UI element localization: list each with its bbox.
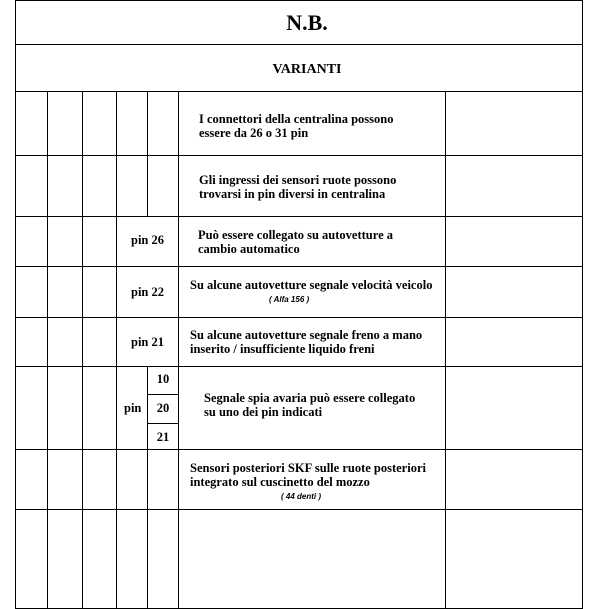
note-line: trovarsi in pin diversi in centralina — [199, 187, 386, 201]
pin-label: pin 21 — [131, 335, 165, 349]
pin-number: 21 — [156, 430, 170, 444]
grid-cell — [147, 91, 179, 156]
note-line: cambio automatico — [198, 242, 300, 256]
section-title: VARIANTI — [272, 62, 342, 77]
grid-cell — [147, 509, 179, 609]
grid-cell — [47, 216, 83, 267]
note-line: inserito / insufficiente liquido freni — [190, 342, 375, 356]
grid-cell — [15, 155, 48, 217]
note-line: su uno dei pin indicati — [204, 405, 323, 419]
grid-cell — [15, 449, 48, 510]
grid-cell — [15, 91, 48, 156]
grid-cell — [82, 91, 117, 156]
grid-cell — [15, 216, 48, 267]
pin-label: pin 22 — [131, 285, 165, 299]
note-cell — [178, 509, 446, 609]
pin-number: 10 — [156, 372, 170, 386]
grid-cell — [82, 509, 117, 609]
note-line: Sensori posteriori SKF sulle ruote posteriori — [190, 461, 426, 475]
note-line: integrato sul cuscinetto del mozzo — [190, 475, 370, 489]
grid-cell — [47, 449, 83, 510]
pin-label: pin 26 — [131, 233, 165, 247]
grid-cell — [116, 91, 148, 156]
grid-cell — [47, 155, 83, 217]
grid-cell — [116, 155, 148, 217]
grid-cell — [147, 155, 179, 217]
note-line: Segnale spia avaria può essere collegato — [204, 391, 416, 405]
note-line: Gli ingressi dei sensori ruote possono — [199, 173, 397, 187]
note-line: essere da 26 o 31 pin — [199, 126, 309, 140]
note-line: Può essere collegato su autovetture a — [198, 228, 393, 242]
grid-cell — [147, 449, 179, 510]
grid-cell — [82, 155, 117, 217]
grid-cell — [47, 509, 83, 609]
pin-label: pin — [124, 401, 142, 415]
note-line: I connettori della centralina possono — [199, 112, 394, 126]
pin-number: 20 — [156, 401, 170, 415]
grid-cell — [116, 509, 148, 609]
grid-cell — [15, 509, 48, 609]
grid-cell — [15, 366, 48, 450]
grid-cell — [47, 91, 83, 156]
note-line: Su alcune autovetture segnale velocità veicolo — [190, 278, 433, 292]
grid-cell — [47, 317, 83, 367]
note-line: Su alcune autovetture segnale freno a mano — [190, 328, 423, 342]
grid-cell — [47, 266, 83, 318]
page-title: N.B. — [286, 10, 328, 35]
grid-cell — [82, 449, 117, 510]
note-detail: ( Alfa 156 ) — [269, 295, 310, 304]
grid-cell — [82, 366, 117, 450]
grid-cell — [15, 317, 48, 367]
note-detail: ( 44 denti ) — [281, 492, 322, 501]
grid-cell — [47, 366, 83, 450]
grid-cell — [116, 449, 148, 510]
grid-cell — [15, 266, 48, 318]
